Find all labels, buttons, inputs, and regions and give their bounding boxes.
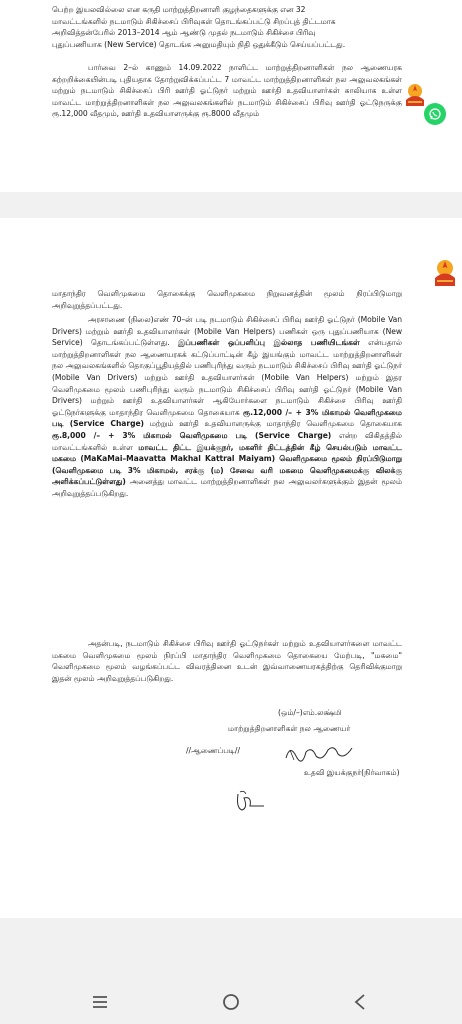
page2-para2: [52, 314, 402, 500]
recent-apps-icon: [92, 995, 108, 1009]
recent-apps-button[interactable]: [86, 988, 114, 1016]
page1-line-4: புதுப்பணியாக (New Service) தொடங்க அனுமதியும் நிதி ஒதுக்கீடும் செய்யப்பட்டது.: [52, 39, 346, 49]
page-gap: [0, 192, 462, 218]
back-icon: [354, 994, 366, 1010]
home-icon: [222, 993, 240, 1011]
para2-part-2: இப்பணிகள் ஒப்பளிப்பு இல்லாத பணியிடங்கள்: [177, 338, 360, 348]
page2-para3-text: அதன்படி, நடமாடும் சிகிச்சை பிரிவு ஊர்தி ஓட்டுநர்கள் மற்றும் உதவியாளர்களை மாவட்ட மகமை வெளிமுகமை மூலம் நிரப்பி மாதாந்திர வெளிமுகமை தொகையை மேற்படி, "மகமை" வெளிமுகமை மூலம் வழங்கப்பட்ட விவரத்தினை உடன் இவ்வாணையரகத்திற்கு தெரிவிக்குமாறு இதன் மூலம் அறிவுறுத்தப்படுகிறது.: [52, 639, 402, 683]
para2-part-9: அனைத்து மாவட்ட மாற்றுத்திறனாளிகள் நல அலுவலர்களுக்கும் இதன் மூலம் அறிவுறுத்தப்படுகிறது.: [52, 477, 402, 498]
page2-paragraph-3: [52, 638, 402, 684]
para2-part-8: மாவட்ட திட்ட இயக்குநர், மகளிர் திட்டத்தின் கீழ் செயல்படும் மாவட்ட மகமை (MaKaMai–Maavatta Makhal Kattral Maiyam) வெளிமுகமை மூலம் நிரப்பிடுமாறு (வெளிமுகமை படி 3% மிகாமல், சரக்கு (ம) சேவை வரி மகமை வெளிமுகமைக்கு விலக்கு அளிக்கப்பட்டுள்ளது): [52, 442, 402, 487]
page1-line-3: அறிவித்தன்பேரில் 2013–2014 ஆம் ஆண்டு முதல் நடமாடும் சிகிச்சை பிரிவு: [52, 28, 316, 38]
para2-part-7: என்ற விகிதத்தில் மாவட்டங்களில் உள்ள: [52, 430, 403, 452]
para2-part-1: அரசாணை (நிலை)எண் 70–ன் படி நடமாடும் சிகிச்சைப் பிரிவு ஊர்தி ஓட்டுநர் (Mobile Van Drivers) மற்றும் ஊர்தி உதவியாளர்கள் (Mobile Van Helpers) பணிகள் ஒரு புதுப்பணியாக (New Service) தொடங்கப்பட்டுள்ளது.: [52, 315, 402, 348]
viewer-background: [0, 918, 462, 980]
signed-title: மாற்றுத்திறனாளிகள் நல ஆணையர்: [228, 724, 351, 733]
officer-signature: [282, 740, 362, 766]
tamilnadu-emblem-icon: [402, 82, 428, 108]
officer-title: உதவி இயக்குநர்(நிர்வாகம்): [304, 768, 400, 777]
back-button[interactable]: [346, 988, 374, 1016]
system-navigation-bar: [0, 980, 462, 1024]
para2-part-4: ரூ.12,000 /– + 3% மிகாமல் வெளிமுகமை படி (Service Charge): [52, 407, 402, 429]
whatsapp-icon[interactable]: [424, 103, 446, 125]
page1-paragraph-1: [52, 4, 402, 50]
home-button[interactable]: [217, 988, 245, 1016]
page1-paragraph-2: [52, 62, 402, 120]
para2-part-3: என்பதால் மாற்றுத்திறனாளிகள் நல ஆணையரகக் கட்டுப்பாட்டின் கீழ் இயங்கும் மாவட்ட மாற்றுத்திறனாளிகள் நல அலுவலகங்களில் தொகுப்பூதியத்தில் பணிபுரிந்து வரும் நடமாடும் சிகிச்சைப் பிரிவு ஊர்தி ஓட்டுநர் (Mobile Van Drivers) மற்றும் ஊர்தி உதவியாளர்கள் (Mobile Van Helpers) மற்றும் இதர வெளிமுகமை மூலம் பணிபுரிந்து வரும் நடமாடும் சிகிச்சைப் பிரிவு ஊர்தி ஓட்டுநர் (Mobile Van Drivers) மற்றும் ஊர்தி உதவியாளர்கள் ஆகியோர்களை நடமாடும் சிகிச்சை பிரிவு ஊர்தி ஓட்டுநர்களுக்கு மாதாந்திர வெளிமுகமை தொகையாக: [52, 338, 402, 417]
page1-line-1: பெற்ற இயலவில்லை என கருதி மாற்றுத்திறனாளி குழந்தைகளுக்கு என 32: [52, 5, 306, 14]
order-copy-label: //ஆணைப்படி//: [186, 746, 241, 755]
para2-part-5: மற்றும் ஊர்தி உதவியாளருக்கு மாதாந்திர வெளிமுகமை தொகையாக: [143, 419, 402, 429]
document-page-1: [0, 0, 462, 192]
tamilnadu-emblem-icon: [432, 258, 458, 288]
initials-signature: [234, 788, 268, 814]
para2-part-6: ரூ.8,000 /– + 3% மிகாமல் வெளிமுகமை படி (Service Charge): [52, 430, 332, 440]
page2-paragraph-1: [52, 288, 402, 311]
page2-paragraph-2: [52, 314, 402, 500]
page1-para2-text: பார்வை 2–ல் காணும் 14.09.2022 நாளிட்ட மாற்றுத்திறனாளிகள் நல ஆணையரக சுற்றறிக்கையின்படி புதியதாக தோற்றுவிக்கப்பட்ட 7 மாவட்ட மாற்றுத்திறனாளிகள் நல அலுவலகங்கள் மற்றும் நடமாடும் சிகிச்சைப் பிரி ஊர்தி ஓட்டுநர் மற்றும் ஊர்தி உதவியாளர்கள் காலியாக உள்ள மாவட்ட மாற்றுத்திறனாளிகள் நல அலுவலகங்களில் நடமாடும் சிகிச்சைப் பிரிவு ஊர்தி ஓட்டுநருக்கு ரூ.12,000 வீதமும், ஊர்தி உதவியாளருக்கு ரூ.8000 வீதமும்: [52, 63, 402, 119]
document-page-2: [0, 218, 462, 918]
page1-line-2: மாவட்டங்களில் நடமாடும் சிகிச்சைப் பிரிவுகள் தொடங்கப்பட்டு சிறப்புத் திட்டமாக: [52, 16, 336, 26]
signed-by: (ஒம்/–)எம்.லக்ஷ்மி: [278, 708, 342, 717]
page2-para1-text: மாதாந்திர வெளிமுகமை தொகைக்கு வெளிமுகமை நிறுவனத்தின் மூலம் நிரப்பிடுமாறு அறிவுறுத்தப்பட்டது.: [52, 289, 402, 310]
